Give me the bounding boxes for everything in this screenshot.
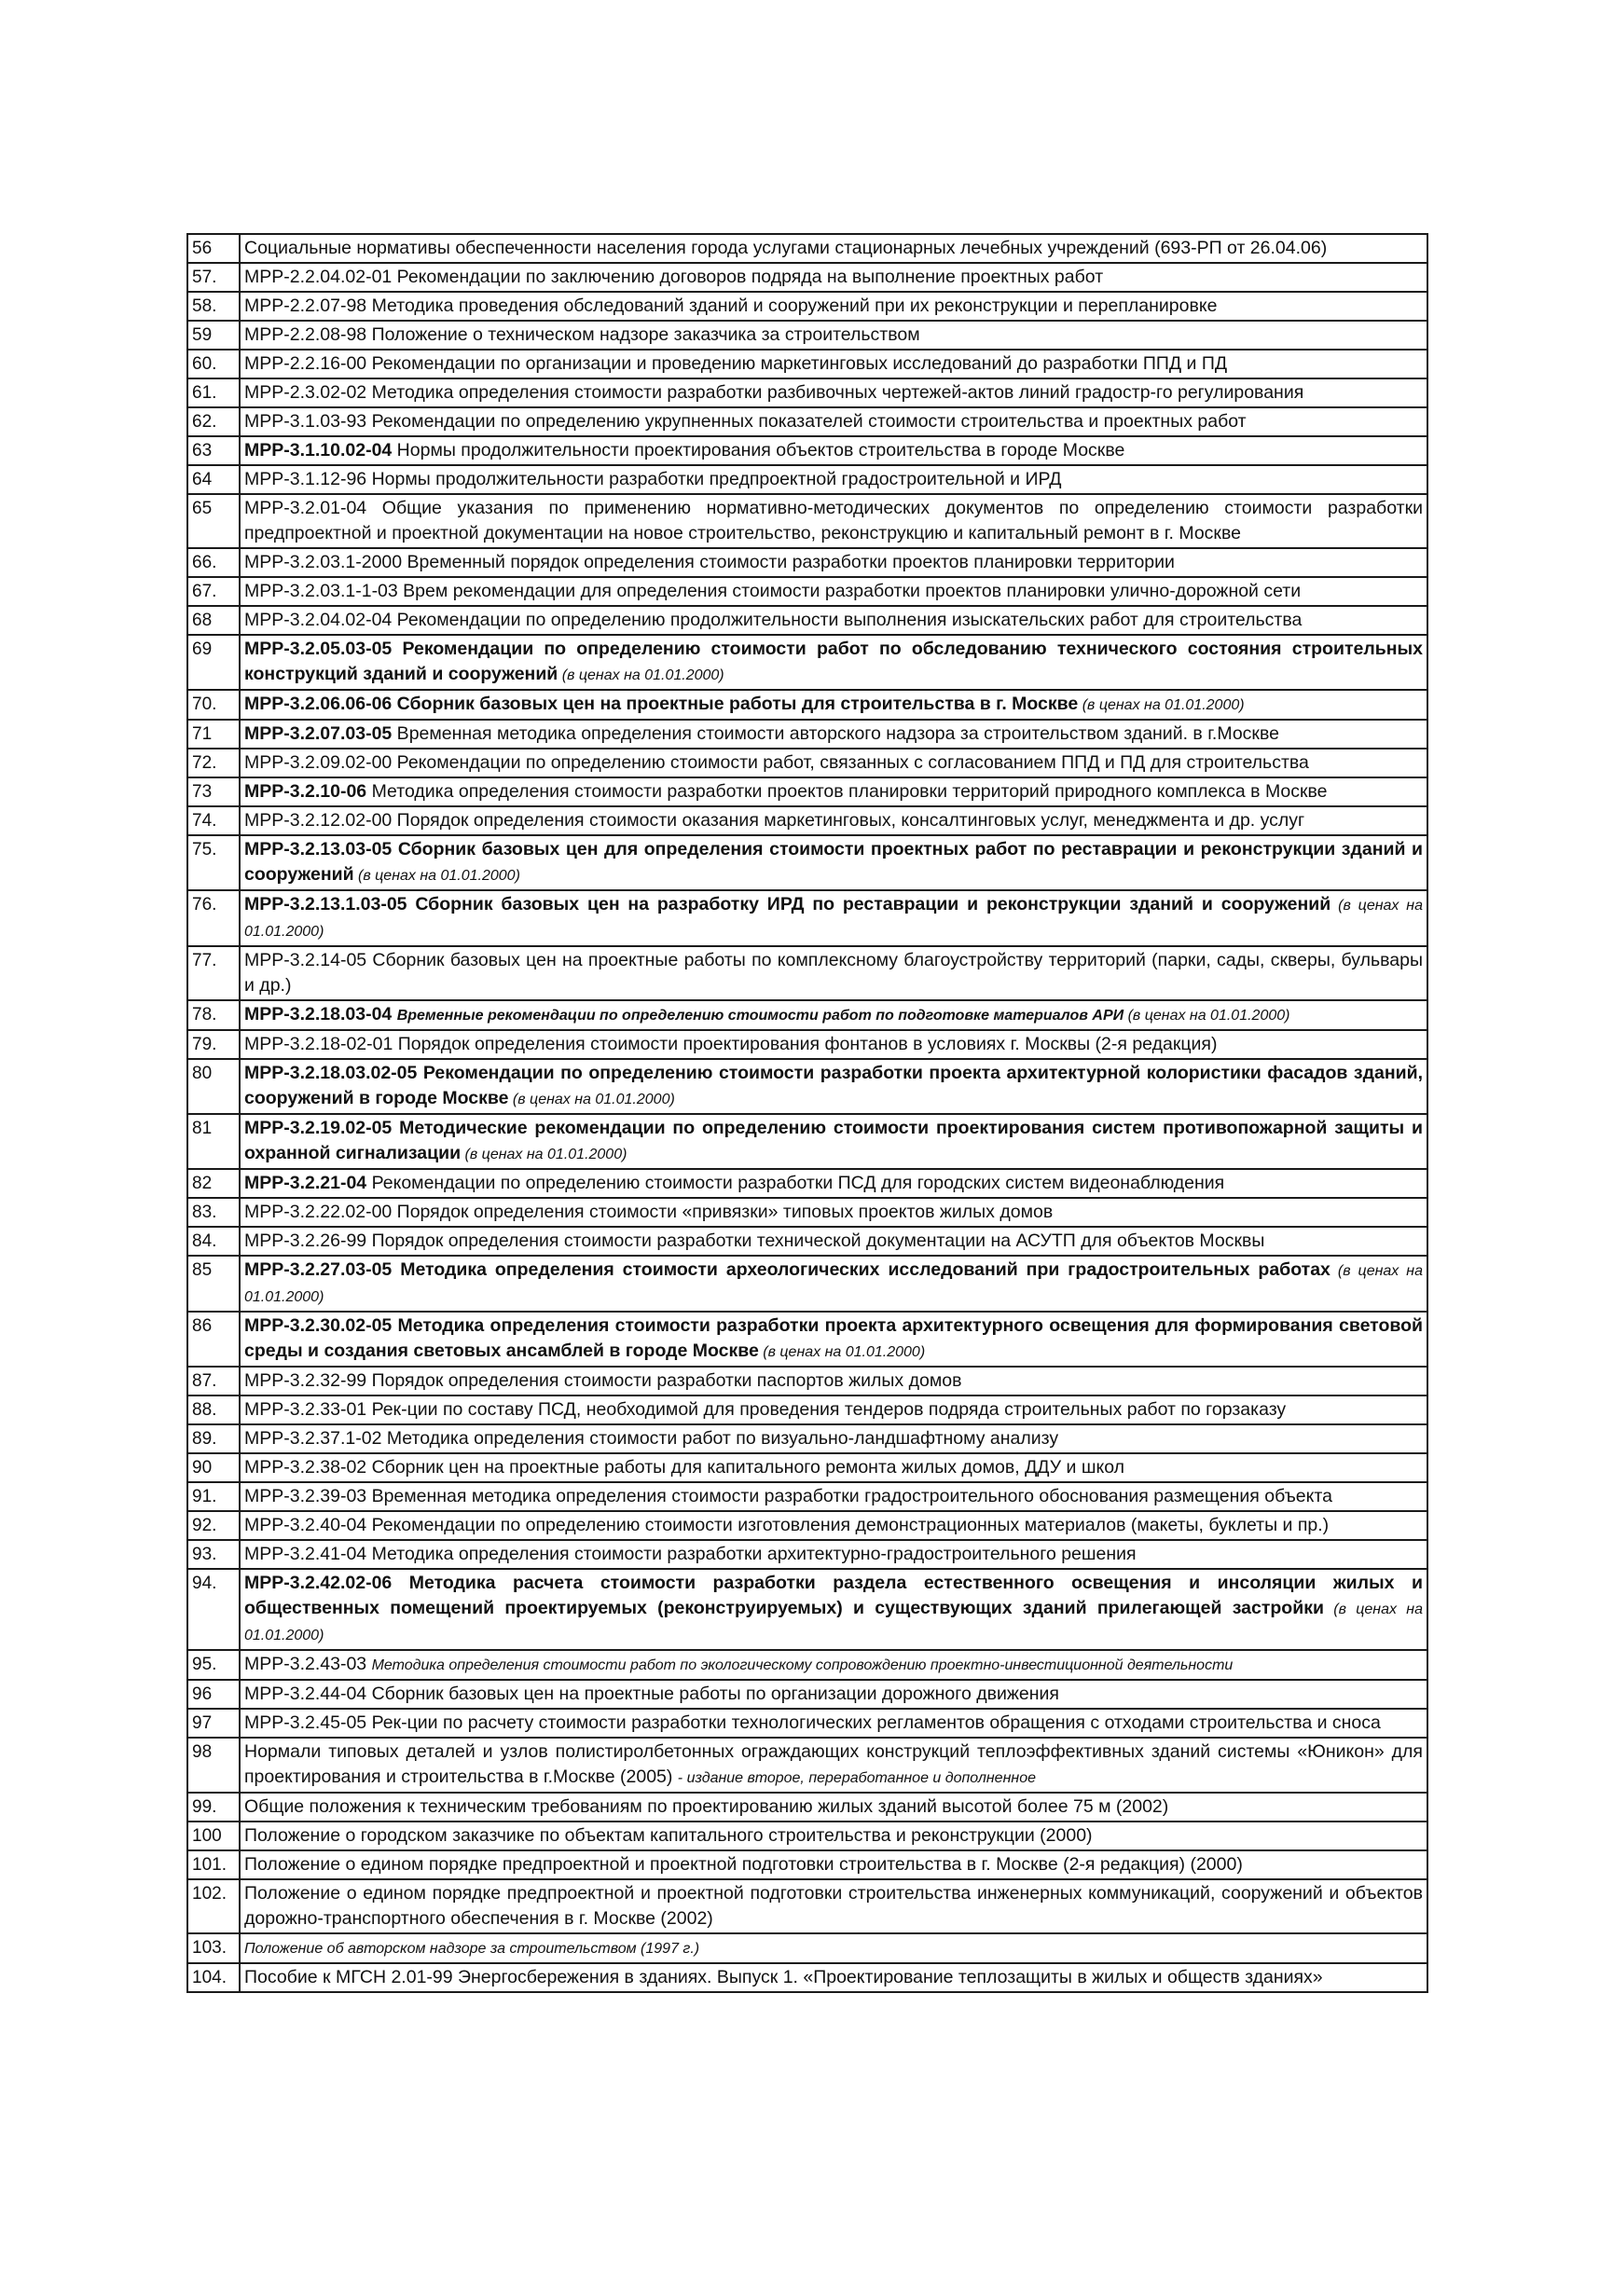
document-title-text: МРР-2.2.04.02-01 Рекомендации по заключению договоров подряда на выполнение проектных работ — [244, 267, 1104, 287]
row-number: 57. — [187, 263, 240, 292]
table-row — [187, 1933, 1427, 1963]
row-number: 102. — [187, 1879, 240, 1933]
table-row — [187, 1511, 1427, 1540]
row-number: 79. — [187, 1030, 240, 1059]
document-title-text: МРР-3.2.18.03.02-05 Рекомендации по определению стоимости разработки проекта архитектурной колористики фасадов зданий, сооружений в городе Москве — [244, 1063, 1423, 1108]
row-number: 96 — [187, 1680, 240, 1709]
document-title-cell — [240, 690, 1427, 720]
document-title-text: МРР-3.2.38-02 Сборник цен на проектные работы для капитального ремонта жилых домов, ДДУ и школ — [244, 1457, 1125, 1478]
document-title-cell — [240, 407, 1427, 436]
document-title-text: Пособие к МГСН 2.01-99 Энергосбережения в зданиях. Выпуск 1. «Проектирование теплозащиты в жилых и обществ зданиях» — [244, 1967, 1323, 1987]
document-title-text: Социальные нормативы обеспеченности населения города услугами стационарных лечебных учреждений (693-РП от 26.04.06) — [244, 238, 1328, 258]
table-row — [187, 436, 1427, 465]
document-title-text: (в ценах на 01.01.2000) — [353, 868, 520, 884]
row-number: 68 — [187, 606, 240, 635]
document-title-cell — [240, 890, 1427, 946]
document-title-cell — [240, 1650, 1427, 1680]
table-row — [187, 1424, 1427, 1453]
table-row — [187, 407, 1427, 436]
document-title-cell — [240, 1680, 1427, 1709]
document-title-cell — [240, 1198, 1427, 1227]
table-row — [187, 1000, 1427, 1030]
table-row — [187, 1540, 1427, 1569]
document-title-cell — [240, 835, 1427, 890]
document-title-cell — [240, 1822, 1427, 1850]
document-title-text: МРР-3.1.03-93 Рекомендации по определению укрупненных показателей стоимости строительства и проектных работ — [244, 411, 1247, 432]
document-title-text: - издание второе, переработанное и дополненное — [677, 1770, 1036, 1786]
document-title-text: Методика определения стоимости работ по экологическому сопровождению проектно-инвестиционной деятельности — [371, 1657, 1234, 1673]
table-row — [187, 1312, 1427, 1367]
row-number: 86 — [187, 1312, 240, 1367]
document-title-text: МРР-3.2.30.02-05 Методика определения стоимости разработки проекта архитектурного освещения для формирования световой среды и создания световых ансамблей в городе Москве — [244, 1315, 1423, 1361]
document-title-text: (в ценах на 01.01.2000) — [244, 898, 1423, 940]
document-title-text: Положение о городском заказчике по объектам капитального строительства и реконструкции (2000) — [244, 1825, 1093, 1846]
document-title-text: МРР-3.2.39-03 Временная методика определения стоимости разработки градостроительного обоснования размещения объекта — [244, 1486, 1332, 1506]
regulations-table — [186, 233, 1428, 1993]
row-number: 90 — [187, 1453, 240, 1482]
row-number: 76. — [187, 890, 240, 946]
document-title-text: Положение о едином порядке предпроектной и проектной подготовки строительства инженерных коммуникаций, сооружений и объектов дорожно-транспортного обеспечения в г. Москве (2002) — [244, 1883, 1423, 1929]
document-title-text: МРР-3.2.43-03 — [244, 1654, 372, 1674]
row-number: 104. — [187, 1963, 240, 1992]
document-title-text: (в ценах на 01.01.2000) — [1078, 697, 1245, 713]
document-title-text: МРР-3.2.27.03-05 Методика определения стоимости археологических исследований при градостроительных работах — [244, 1259, 1330, 1280]
document-title-cell — [240, 635, 1427, 690]
document-title-cell — [240, 1511, 1427, 1540]
table-row — [187, 1227, 1427, 1256]
table-row — [187, 494, 1427, 548]
document-title-text: (в ценах на 01.01.2000) — [461, 1147, 627, 1162]
document-title-text: МРР-2.2.16-00 Рекомендации по организации и проведению маркетинговых исследований до разработки ППД и ПД — [244, 353, 1228, 374]
table-row — [187, 234, 1427, 263]
row-number: 89. — [187, 1424, 240, 1453]
document-title-cell — [240, 720, 1427, 749]
document-title-cell — [240, 548, 1427, 577]
document-title-text: МРР-2.3.02-02 Методика определения стоимости разработки разбивочных чертежей-актов линий градостр-го регулирования — [244, 382, 1304, 403]
row-number: 98 — [187, 1738, 240, 1793]
table-row — [187, 720, 1427, 749]
document-title-cell — [240, 1424, 1427, 1453]
document-title-text: МРР-3.2.13.1.03-05 Сборник базовых цен на разработку ИРД по реставрации и реконструкции зданий и сооружений — [244, 894, 1331, 914]
document-title-text: Методика определения стоимости разработки проектов планировки территорий природного комплекса в Москве — [366, 781, 1328, 802]
row-number: 95. — [187, 1650, 240, 1680]
row-number: 101. — [187, 1850, 240, 1879]
document-title-text: МРР-3.2.05.03-05 Рекомендации по определению стоимости работ по обследованию технического состояния строительных конструкций зданий и сооружений — [244, 639, 1423, 684]
document-title-cell — [240, 1030, 1427, 1059]
document-title-text: (в ценах на 01.01.2000) — [244, 1263, 1423, 1305]
document-title-text: МРР-3.2.40-04 Рекомендации по определению стоимости изготовления демонстрационных материалов (макеты, буклеты и пр.) — [244, 1515, 1330, 1535]
document-title-text: МРР-3.2.45-05 Рек-ции по расчету стоимости разработки технологических регламентов обращения с отходами строительства и сноса — [244, 1712, 1381, 1733]
row-number: 66. — [187, 548, 240, 577]
document-title-text: Рекомендации по определению стоимости разработки ПСД для городских систем видеонаблюдения — [366, 1173, 1225, 1193]
document-title-text: МРР-3.2.12.02-00 Порядок определения стоимости оказания маркетинговых, консалтинговых услуг, менеджмента и др. услуг — [244, 810, 1305, 831]
document-title-cell — [240, 292, 1427, 321]
document-title-text: МРР-3.2.13.03-05 Сборник базовых цен для определения стоимости проектных работ по реставрации и реконструкции зданий и сооружений — [244, 839, 1423, 885]
document-title-cell — [240, 321, 1427, 350]
document-title-cell — [240, 494, 1427, 548]
document-title-cell — [240, 1879, 1427, 1933]
table-row — [187, 350, 1427, 378]
table-row — [187, 378, 1427, 407]
table-row — [187, 1198, 1427, 1227]
document-title-text: Положение об авторском надзоре за строительством (1997 г.) — [244, 1941, 700, 1957]
document-title-text: (в ценах на 01.01.2000) — [1124, 1008, 1290, 1024]
row-number: 103. — [187, 1933, 240, 1963]
document-title-text: (в ценах на 01.01.2000) — [558, 667, 724, 683]
document-title-cell — [240, 1227, 1427, 1256]
document-title-cell — [240, 946, 1427, 1000]
document-title-cell — [240, 1114, 1427, 1169]
table-row — [187, 1650, 1427, 1680]
table-row — [187, 1367, 1427, 1395]
table-row — [187, 1879, 1427, 1933]
document-title-cell — [240, 1059, 1427, 1114]
table-row — [187, 1850, 1427, 1879]
document-title-cell — [240, 1367, 1427, 1395]
document-title-text: МРР-3.2.04.02-04 Рекомендации по определению продолжительности выполнения изыскательских работ для строительства — [244, 610, 1303, 630]
row-number: 87. — [187, 1367, 240, 1395]
table-row — [187, 1030, 1427, 1059]
document-title-cell — [240, 1963, 1427, 1992]
table-row — [187, 777, 1427, 806]
document-title-cell — [240, 1395, 1427, 1424]
table-row — [187, 1482, 1427, 1511]
document-title-text: МРР-3.2.32-99 Порядок определения стоимости разработки паспортов жилых домов — [244, 1370, 962, 1391]
table-row — [187, 263, 1427, 292]
table-row — [187, 1793, 1427, 1822]
table-row — [187, 1453, 1427, 1482]
row-number: 85 — [187, 1256, 240, 1312]
document-title-text: МРР-2.2.08-98 Положение о техническом надзоре заказчика за строительством — [244, 324, 920, 345]
document-title-text: МРР-3.2.26-99 Порядок определения стоимости разработки технической документации на АСУТП для объектов Москвы — [244, 1230, 1265, 1251]
document-title-text: Общие положения к техническим требованиям по проектированию жилых зданий высотой более 75 м (2002) — [244, 1796, 1169, 1817]
table-row — [187, 806, 1427, 835]
table-row — [187, 635, 1427, 690]
row-number: 64 — [187, 465, 240, 494]
row-number: 82 — [187, 1169, 240, 1198]
document-title-text: МРР-3.2.44-04 Сборник базовых цен на проектные работы по организации дорожного движения — [244, 1684, 1059, 1704]
row-number: 81 — [187, 1114, 240, 1169]
document-title-text: МРР-3.2.18-02-01 Порядок определения стоимости проектирования фонтанов в условиях г. Москвы (2-я редакция) — [244, 1034, 1218, 1054]
row-number: 70. — [187, 690, 240, 720]
table-row — [187, 1963, 1427, 1992]
row-number: 72. — [187, 749, 240, 777]
regulations-table-body — [187, 234, 1427, 1992]
document-title-cell — [240, 263, 1427, 292]
document-title-cell — [240, 806, 1427, 835]
table-row — [187, 1395, 1427, 1424]
document-title-text: Временные рекомендации по определению стоимости работ по подготовке материалов АРИ — [396, 1008, 1124, 1024]
document-title-text: (в ценах на 01.01.2000) — [758, 1344, 926, 1360]
document-title-text: МРР-3.1.12-96 Нормы продолжительности разработки предпроектной градостроительной и ИРД — [244, 469, 1062, 489]
table-row — [187, 292, 1427, 321]
row-number: 100 — [187, 1822, 240, 1850]
row-number: 74. — [187, 806, 240, 835]
document-title-cell — [240, 1709, 1427, 1738]
row-number: 92. — [187, 1511, 240, 1540]
row-number: 61. — [187, 378, 240, 407]
row-number: 84. — [187, 1227, 240, 1256]
row-number: 62. — [187, 407, 240, 436]
document-title-cell — [240, 1569, 1427, 1650]
row-number: 80 — [187, 1059, 240, 1114]
table-row — [187, 749, 1427, 777]
table-row — [187, 1114, 1427, 1169]
document-title-cell — [240, 1482, 1427, 1511]
document-title-text: МРР-3.2.21-04 — [244, 1173, 367, 1193]
table-row — [187, 890, 1427, 946]
document-title-cell — [240, 465, 1427, 494]
document-title-text: МРР-3.2.33-01 Рек-ции по составу ПСД, необходимой для проведения тендеров подряда строительных работ по горзаказу — [244, 1399, 1287, 1420]
document-title-text: МРР-3.2.22.02-00 Порядок определения стоимости «привязки» типовых проектов жилых домов — [244, 1202, 1054, 1222]
document-title-cell — [240, 777, 1427, 806]
document-title-text: МРР-3.2.03.1-2000 Временный порядок определения стоимости разработки проектов планировки территории — [244, 552, 1175, 572]
row-number: 99. — [187, 1793, 240, 1822]
row-number: 71 — [187, 720, 240, 749]
document-title-cell — [240, 606, 1427, 635]
document-title-text: МРР-3.1.10.02-04 — [244, 440, 393, 461]
document-title-text: Положение о едином порядке предпроектной и проектной подготовки строительства в г. Москве (2-я редакция) (2000) — [244, 1854, 1243, 1875]
row-number: 75. — [187, 835, 240, 890]
row-number: 60. — [187, 350, 240, 378]
table-row — [187, 835, 1427, 890]
document-title-text: Временная методика определения стоимости авторского надзора за строительством зданий. в г.Москве — [392, 723, 1279, 744]
document-title-text: МРР-3.2.06.06-06 Сборник базовых цен на проектные работы для строительства в г. Москве — [244, 694, 1079, 714]
document-title-text: МРР-3.2.01-04 Общие указания по применению нормативно-методических документов по определению стоимости разработки предпроектной и проектной документации на новое строительство, реконструкцию и капитальный ремонт в г. Москве — [244, 498, 1423, 543]
document-title-cell — [240, 234, 1427, 263]
row-number: 83. — [187, 1198, 240, 1227]
row-number: 88. — [187, 1395, 240, 1424]
document-title-text: МРР-3.2.19.02-05 Методические рекомендации по определению стоимости проектирования систем противопожарной защиты и охранной сигнализации — [244, 1118, 1423, 1163]
document-title-text: Нормы продолжительности проектирования объектов строительства в городе Москве — [392, 440, 1125, 461]
document-title-cell — [240, 1000, 1427, 1030]
document-title-text: МРР-3.2.03.1-1-03 Врем рекомендации для определения стоимости разработки проектов планировки улично-дорожной сети — [244, 581, 1302, 601]
row-number: 63 — [187, 436, 240, 465]
table-row — [187, 1569, 1427, 1650]
document-title-cell — [240, 1738, 1427, 1793]
document-title-text: Нормали типовых деталей и узлов полистиролбетонных ограждающих конструкций теплоэффективных зданий системы «Юникон» для проектирования и строительства в г.Москве (2005) — [244, 1741, 1423, 1787]
document-title-cell — [240, 436, 1427, 465]
row-number: 59 — [187, 321, 240, 350]
document-title-text: (в ценах на 01.01.2000) — [508, 1092, 675, 1107]
document-title-cell — [240, 350, 1427, 378]
document-title-text: МРР-3.2.18.03-04 — [244, 1004, 397, 1024]
table-row — [187, 690, 1427, 720]
row-number: 65 — [187, 494, 240, 548]
table-row — [187, 1256, 1427, 1312]
row-number: 77. — [187, 946, 240, 1000]
document-title-text: МРР-3.2.37.1-02 Методика определения стоимости работ по визуально-ландшафтному анализу — [244, 1428, 1059, 1449]
document-title-cell — [240, 1256, 1427, 1312]
table-row — [187, 321, 1427, 350]
document-title-text: МРР-3.2.07.03-05 — [244, 723, 393, 744]
document-title-text: МРР-3.2.42.02-06 Методика расчета стоимости разработки раздела естественного освещения и инсоляции жилых и общественных помещений проектируемых (реконструируемых) и существующих зданий прилегающей застройки — [244, 1573, 1423, 1618]
row-number: 58. — [187, 292, 240, 321]
document-title-text: МРР-3.2.09.02-00 Рекомендации по определению стоимости работ, связанных с согласованием ППД и ПД для строительства — [244, 752, 1309, 773]
document-title-cell — [240, 1850, 1427, 1879]
document-title-cell — [240, 1453, 1427, 1482]
table-row — [187, 465, 1427, 494]
table-row — [187, 606, 1427, 635]
row-number: 94. — [187, 1569, 240, 1650]
document-title-cell — [240, 1793, 1427, 1822]
table-row — [187, 1738, 1427, 1793]
document-title-cell — [240, 1540, 1427, 1569]
row-number: 67. — [187, 577, 240, 606]
row-number: 91. — [187, 1482, 240, 1511]
document-title-text: МРР-2.2.07-98 Методика проведения обследований зданий и сооружений при их реконструкции и перепланировке — [244, 296, 1218, 316]
document-title-cell — [240, 749, 1427, 777]
document-title-cell — [240, 1933, 1427, 1963]
row-number: 93. — [187, 1540, 240, 1569]
document-title-cell — [240, 1169, 1427, 1198]
table-row — [187, 1680, 1427, 1709]
document-title-text: МРР-3.2.14-05 Сборник базовых цен на проектные работы по комплексному благоустройству территорий (парки, сады, скверы, бульвары и др.) — [244, 950, 1423, 996]
row-number: 73 — [187, 777, 240, 806]
document-title-cell — [240, 577, 1427, 606]
document-title-text: (в ценах на 01.01.2000) — [244, 1602, 1424, 1643]
row-number: 78. — [187, 1000, 240, 1030]
row-number: 69 — [187, 635, 240, 690]
document-title-text: МРР-3.2.41-04 Методика определения стоимости разработки архитектурно-градостроительного решения — [244, 1544, 1137, 1564]
document-title-text: МРР-3.2.10-06 — [244, 781, 367, 802]
document-title-cell — [240, 1312, 1427, 1367]
table-row — [187, 1059, 1427, 1114]
row-number: 97 — [187, 1709, 240, 1738]
document-title-cell — [240, 378, 1427, 407]
table-row — [187, 1169, 1427, 1198]
table-row — [187, 946, 1427, 1000]
table-row — [187, 577, 1427, 606]
table-row — [187, 548, 1427, 577]
row-number: 56 — [187, 234, 240, 263]
table-row — [187, 1709, 1427, 1738]
table-row — [187, 1822, 1427, 1850]
